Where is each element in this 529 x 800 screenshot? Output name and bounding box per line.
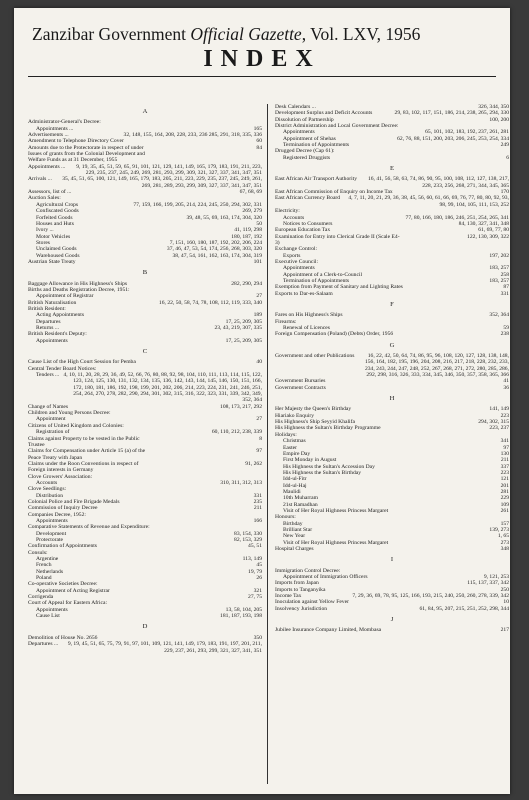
entry-pages: 97 [503,444,509,451]
entry-pages: 27 [256,416,262,423]
entry-label: East African Currency Board [275,195,341,202]
entry-label: Easter [283,444,297,451]
entry-label: Brilliant Star [283,526,313,533]
index-column-right [275,104,509,634]
entry-pages: 170 [500,189,509,196]
entry-label: Executive Council: [275,258,319,265]
entry-pages: 130 [500,450,509,457]
entry-pages: 32, 148, 155, 164, 208, 228, 233, 236 285, 291, 318, 335, 336 [123,132,262,139]
index-entry [275,195,509,208]
entry-label: Foreign Compensation (Poland) (Debts) Order, 1956 [275,331,394,338]
entry-label: Baggage Allowance in His Highness's Ships [28,280,128,287]
section-letter: A [142,108,148,115]
entry-label: 10th Muharram [283,495,318,502]
entry-label: Hiariako Enquiry [275,412,314,419]
entry-pages: 10 [503,599,509,606]
entry-pages: 183, 257 [489,277,509,284]
entry-label: Motor Vehicles [36,233,71,240]
entry-label: Appointments ... [36,125,74,132]
entry-pages: 273 [500,539,509,546]
entry-label: Appointment of a Clerk-to-Council [283,271,363,278]
entry-label: Appointment [36,416,66,423]
entry-pages: 100, 200 [489,116,509,123]
entry-label: Appointment of Shehas [283,135,336,142]
entry-label: Accounts [283,214,305,221]
masthead [32,24,492,44]
entry-pages: 50 [256,220,262,227]
entry-pages: 281 [500,488,509,495]
index-entry [275,155,509,161]
entry-label: Clove Growers' Association: [28,473,93,480]
entry-pages: 7, 29, 36, 69, 78, 95, 125, 166, 193, 215, 240, 250, 260, 278, 339, 342 [352,593,509,600]
entry-label: Visit of Her Royal Highness Princess Margaret [283,507,389,514]
masthead-italic: Official Gazette [190,24,302,44]
entry-pages: 39, 48, 55, 69, 163, 174, 304, 320 [186,214,262,221]
entry-label: Consuls: [28,549,48,556]
index-entry [28,436,262,449]
entry-label: British Resident's Deputy: [28,331,87,338]
entry-label: Houses and Huts [36,220,74,227]
entry-label: Appointments ... [28,163,66,170]
entry-pages: 331 [500,290,509,297]
entry-pages: 223, 237 [489,425,509,432]
entry-pages: 282, 290, 294 [231,280,262,287]
entry-pages: 113, 149 [242,556,262,563]
entry-pages: 13, 58, 104, 205 [225,606,262,613]
entry-label: Commission of Inquiry Decree [28,505,98,512]
entry-label: Exchange Control: [275,246,318,253]
entry-pages: 6 [506,154,509,161]
index-entry [28,164,262,177]
entry-label: Empire Day [283,450,311,457]
entry-label: Argentine [36,556,59,563]
entry-pages: 141, 149 [489,406,509,413]
entry-label: Inoculation against Yellow Fever [275,599,349,606]
entry-label: Idd-ul-Fitr [283,476,307,483]
entry-pages: 38, 47, 54, 161, 162, 163, 174, 304, 319 [172,252,262,259]
entry-label: Comparative Statements of Revenue and Expenditure: [28,524,150,531]
index-entry [28,176,262,189]
entry-pages: 211 [253,505,262,512]
entry-label: French [36,562,52,569]
entry-pages: 258 [500,271,509,278]
entry-label: Protectorate [36,537,64,543]
entry-label: Tenders ... [36,372,60,379]
entry-label: 21st Ramadhan [283,501,318,508]
entry-pages: 60 [256,138,262,145]
entry-pages: 77, 159, 166, 199, 205, 214, 224, 245, 250, 294, 302, 331 [133,201,262,208]
entry-label: East African Air Transport Authority [275,176,358,183]
entry-pages: 139, 273 [489,526,509,533]
entry-label: Confiscated Goods [36,208,79,215]
entry-pages: 101 [253,258,262,265]
entry-label: His Highness the Sultan's Birthday Programme [275,425,381,432]
index-entry [28,189,262,195]
entry-label: Co-operative Societies Decree: [28,581,98,588]
entry-pages: 67, 68, 69 [239,189,262,196]
index-entry [275,606,509,612]
column-divider [267,104,268,784]
entry-label: Austrian State Treaty [28,258,76,265]
entry-pages: 87 [503,284,509,291]
entry-pages: 9, 121, 253 [483,574,509,581]
entry-label: Government Bursaries [275,378,326,385]
index-column-left [28,104,262,654]
index-entry [28,145,262,164]
index-entry [275,312,509,318]
entry-label: Appointments [36,517,68,524]
entry-label: Acting Appointments [36,312,85,319]
entry-pages: 217 [500,627,509,634]
entry-pages: 180, 187, 192 [231,233,262,240]
entry-pages: 41 [503,378,509,385]
index-entry [275,234,509,247]
entry-pages: 115, 137, 337, 342 [467,580,509,587]
entry-pages: 321 [253,587,262,594]
entry-pages: 60, 110, 212, 238, 339 [211,429,262,436]
section-letter: C [142,348,148,356]
entry-pages: 40 [256,359,262,366]
entry-pages: 41, 119, 298 [234,227,262,234]
entry-label: Exports to Dar-es-Salaam [275,290,333,297]
entry-label: Agricultural Crops [36,201,79,208]
entry-pages: 294, 302, 315 [478,419,509,426]
entry-label: Administrator-General's Decree: [28,119,101,126]
entry-pages: 35, 45, 51, 65, 100, 121, 149, 165, 179, 183, 205, 211, 223, 229, 235, 237, 245, 249, 261, 269, 281, 289, 293, 299, 309, 327, 337, 341, 347, 351 [62,176,262,189]
entry-label: Electricity: [275,208,300,215]
entry-label: Change of Names [28,403,69,410]
entry-label: Insolvency Jurisdiction [275,605,328,612]
entry-pages: 4, 7, 11, 20, 21, 29, 36, 38, 45, 56, 60, 61, 66, 69, 76, 77, 80, 80, 92, 93, 98, 99, 104, 105, 111, 153, 252 [348,195,509,208]
entry-pages: 229 [500,495,509,502]
entry-label: Confirmation of Appointments [28,543,97,550]
index-entry [28,372,262,404]
entry-label: Imports to Tanganyika [275,586,326,593]
entry-label: New Year [283,533,306,540]
index-entry [28,461,262,474]
entry-label: Notices to Consumers [283,220,333,227]
entry-pages: 16, 41, 56, 58, 63, 74, 86, 90, 95, 100, 108, 112, 127, 138, 217, 228, 233, 256, 268, 271, 344, 345, 365 [367,176,509,189]
entry-label: Cause List [36,613,60,620]
entry-pages: 37, 46, 47, 53, 54, 174, 256, 268, 303, 320 [166,246,262,253]
entry-pages: 238 [500,331,509,338]
entry-pages: 16, 22, 42, 50, 64, 74, 86, 95, 96, 108, 120, 127, 128, 138, 148, 156, 164, 182, 195, 196, 204, 208, 216, 217, 218, 228, 232, 233, 234, 243, 244, 247, 248, 252, 267, 268, 271, 272, 280, 285, 286, 292, 298, 316, 326, 333, 334, 345, 346, 350, 357, 358, 365, 366 [364,353,509,379]
section-letter: J [390,616,394,624]
entry-label: Children and Young Persons Decree: [28,410,111,417]
entry-pages: 337 [500,463,509,470]
entry-pages: 223 [500,469,509,476]
index-entry [275,627,509,633]
index-entry [28,543,262,549]
entry-label: Appointments [283,129,315,136]
entry-pages: 109 [500,501,509,508]
section-letter: F [390,300,394,308]
entry-label: Poland [36,575,52,582]
entry-pages: 17, 25, 209, 305 [225,337,262,344]
entry-label: Appointments [283,265,315,272]
entry-label: Appointment of Acting Registrar [36,587,110,594]
entry-label: Claims for Compensation under Article 15 (a) of the Peace Treaty with Japan [28,448,146,461]
entry-label: East African Commission of Enquiry on Income Tax [275,189,393,196]
masthead-prefix: Zanzibar Government [32,24,191,44]
entry-label: Assessors, list of ... [28,189,72,196]
entry-label: Dissolution of Partnership [275,116,334,123]
entry-pages: 77, 80, 166, 180, 186, 246, 251, 254, 265, 341 [405,214,509,221]
entry-label: Honours: [275,514,296,521]
entry-label: Drugged Decree (Cap 61): [275,148,335,155]
entry-label: Corrigenda [28,594,54,601]
entry-pages: 183, 257 [489,265,509,272]
entry-label: Termination of Appointments [283,277,350,284]
entry-label: Birthday [283,520,303,527]
entry-label: Appointment of Registrar [36,293,94,300]
entry-label: Claims against Property to be vested in the Public Trustee [28,435,140,448]
entry-pages: 197, 202 [489,252,509,259]
entry-pages: 250 [500,586,509,593]
entry-pages: 17, 25, 209, 305 [225,318,262,325]
entry-label: Departures ... [28,641,59,648]
index-entry [275,176,509,189]
index-entry [28,259,262,265]
entry-pages: 350 [253,634,262,641]
entry-label: Exports [283,252,301,259]
entry-pages: 62, 76, 88, 151, 200, 203, 206, 245, 253, 254, 334 [397,135,509,142]
entry-label: Auction Sales: [28,195,61,202]
entry-pages: 9, 19, 35, 45, 51, 59, 65, 91, 101, 121, 129, 141, 149, 165, 179, 183, 191, 211, 223, 229, 235, 237, 245, 249, 269, 281, 293, 299, 309, 321, 327, 337, 341, 347, 351 [76,163,262,177]
entry-pages: 1, 65 [497,533,509,540]
entry-label: Ivory ... [36,227,54,234]
entry-pages: 108, 173, 217, 292 [220,403,262,410]
entry-label: Arrivals ... [28,176,52,183]
entry-label: British Naturalisation [28,299,77,306]
entry-pages: 165 [253,125,262,132]
entry-pages: 45, 51 [248,543,262,550]
entry-pages: 61, 84, 95, 207, 215, 251, 252, 298, 344 [419,605,509,612]
entry-label: Stores [36,239,50,246]
entry-label: Hospital Charges [275,546,314,552]
entry-label: Court of Appeal for Eastern Africa: [28,600,108,607]
section-letter: D [142,623,148,631]
entry-label: British Resident: [28,305,66,312]
entry-pages: 4, 10, 11, 20, 28, 29, 36, 49, 52, 66, 76, 80, 88, 92, 98, 104, 110, 111, 113, 114, 115, 122, 123, 124, 125, 130, 131, 132, 134, 135, 136, 142, 143, 144, 145, 146, 150, 151, 166, 172, 180, 181, 186, 192, 198, 199, 201, 202, 206, 214, 223, 224, 231, 241, 246, 251, 254, 264, 270, 278, 282, 290, 294, 301, 302, 315, 316, 322, 323, 331, 339, 342, 349, 352, 364 [63,372,262,404]
entry-label: Amendment to Telephone Directory Cover [28,138,124,145]
entry-label: Government Contracts [275,384,326,391]
entry-label: Clove Seedlings: [28,486,67,493]
section-letter: G [389,341,395,349]
entry-label: Netherlands [36,568,64,575]
entry-pages: 121 [500,476,509,483]
entry-label: Forfeited Goods [36,214,73,221]
entry-pages: 19, 79 [248,568,262,575]
entry-label: Appointments [36,337,68,344]
entry-pages: 82, 153, 329 [234,537,262,543]
entry-label: Firearms: [275,318,297,325]
entry-pages: 26 [256,575,262,582]
entry-label: Renewal of Licences [283,325,330,331]
entry-pages: 23, 43, 219, 307, 335 [214,325,262,331]
entry-pages: 249 [500,142,509,149]
entry-pages: 166 [253,517,262,524]
entry-label: Immigration Control Decree: [275,567,341,574]
entry-pages: 7, 151, 160, 180, 187, 192, 202, 206, 224 [169,239,262,246]
entry-pages: 122, 130, 309, 322 [467,233,509,240]
entry-pages: 211 [500,457,509,464]
entry-label: Visit of Her Royal Highness Princess Margaret [283,539,389,546]
entry-pages: 83, 154, 330 [234,530,262,537]
entry-pages: 36 [503,384,509,391]
entry-label: First Monday in August [283,457,337,464]
entry-pages: 331 [253,492,262,499]
entry-label: Termination of Appointments [283,142,350,149]
entry-label: Idd-ul-Haj [283,482,307,489]
entry-label: Colonial Police and Fire Brigade Medals [28,498,120,505]
entry-pages: 310, 311, 312, 313 [220,479,262,486]
entry-pages: 261 [500,507,509,514]
entry-pages: 59 [503,325,509,331]
entry-label: Exemption from Payment of Sanitary and Lighting Rates [275,284,403,291]
entry-pages: 201 [500,482,509,489]
index-entry [28,641,262,654]
entry-pages: 235 [253,498,262,505]
index-entry [28,448,262,461]
entry-label: Government and other Publications [275,353,355,360]
entry-label: Registered Druggists [283,154,331,161]
entry-label: Births and Deaths Registration Decree, 1951: [28,286,130,293]
entry-pages: 326, 344, 350 [478,104,509,110]
section-letter: E [389,165,395,173]
entry-label: Citizens of United Kingdom and Colonies: [28,422,124,429]
entry-label: Amounts due to the Protectorate in respect of under Issues of grants from the Colonial Development and Welfare Funds as at 31 December, 1955 [28,144,145,164]
entry-label: Examination for Entry into Clerical Grade II (Scale E4-3) [275,233,400,246]
entry-label: His Highness the Sultan's Birthday [283,469,362,476]
entry-pages: 65, 101, 102, 183, 192, 237, 261, 281 [425,129,509,136]
entry-pages: 269, 279 [242,208,262,215]
entry-label: Unclaimed Goods [36,246,77,253]
entry-label: Cause List of the High Court Session for Pemba [28,359,136,366]
entry-label: Jubilee Insurance Company Limited, Mombasa [275,627,382,634]
index-entry [275,546,509,552]
index-entry [275,331,509,337]
entry-pages: 27 [256,293,262,300]
page-title: INDEX [203,46,321,72]
entry-pages: 8 [259,435,262,442]
entry-pages: 97 [256,448,262,455]
entry-pages: 27, 75 [248,594,262,601]
index-entry [275,385,509,391]
entry-label: Appointment of Immigration Officers [283,574,368,581]
entry-pages: 157 [500,520,509,527]
entry-label: Claims under the Roon Conventions in respect of Foreign interests in Germany [28,460,139,474]
entry-pages: 189 [253,312,262,319]
masthead-suffix: , Vol. LXV, 1956 [301,24,421,44]
entry-pages: 61, 69, 77, 80 [478,227,509,234]
entry-label: Registration of [36,429,70,436]
entry-pages: 16, 22, 50, 58, 74, 78, 108, 112, 119, 333, 340 [158,299,262,306]
entry-label: Imports from Japan [275,580,319,587]
entry-label: Accounts [36,479,58,486]
entry-label: Appointments [36,606,68,613]
entry-label: Development [36,530,67,537]
section-letter: B [142,269,148,277]
entry-label: Demolition of House No. 2656 [28,634,98,641]
entry-label: Distribution [36,492,64,499]
entry-label: Returns ... [36,325,59,331]
entry-label: Departures [36,318,61,325]
index-entry [28,338,262,344]
entry-pages: 84, 130, 327, 341, 348 [458,220,509,227]
entry-pages: 45 [256,562,262,569]
entry-label: Her Majesty the Queen's Birthday [275,406,352,413]
entry-label: Desk Calendars ... [275,104,316,110]
entry-label: His Highness the Sultan's Accession Day [283,463,375,470]
index-entry [275,353,509,378]
entry-label: Development Surplus and Deficit Accounts [275,110,373,117]
entry-label: Maulidi [283,488,301,495]
entry-label: Central Tender Board Notices: [28,365,97,372]
entry-label: His Highness's Ship Seyyid Khalifa [275,419,355,426]
entry-pages: 84 [256,144,262,151]
entry-label: Companies Decree, 1952: [28,511,86,518]
entry-label: Advertisements ... [28,132,69,139]
entry-pages: 29, 83, 102, 117, 151, 186, 214, 238, 265, 294, 330 [394,110,509,117]
index-entry [275,508,509,514]
entry-pages: 341 [500,438,509,445]
entry-label: Warehoused Goods [36,252,80,259]
entry-pages: 348 [500,546,509,552]
index-entry [275,425,509,431]
gazette-index-page [14,8,510,794]
entry-label: European Education Tax [275,227,331,234]
index-entry [275,291,509,297]
entry-label: Christmas [283,438,306,445]
header-rule [28,76,496,77]
entry-pages: 181, 187, 193, 198 [220,613,262,620]
section-letter: I [390,556,394,564]
entry-pages: 223 [500,412,509,419]
entry-label: Fares on His Highness's Ships [275,312,343,319]
entry-label: Income Tax [275,593,302,600]
entry-label: District Administration and Local Government Decree: [275,123,399,130]
index-entry [28,613,262,619]
entry-pages: 352, 364 [489,312,509,319]
entry-pages: 91, 262 [245,460,262,467]
entry-pages: 9, 19, 45, 51, 65, 75, 79, 91, 97, 101, 109, 121, 141, 149, 179, 183, 191, 197, 201, 211, 229, 237, 261, 293, 299, 321, 327, 341, 351 [67,641,262,654]
entry-label: Holidays: [275,431,297,438]
section-letter: H [389,395,395,403]
